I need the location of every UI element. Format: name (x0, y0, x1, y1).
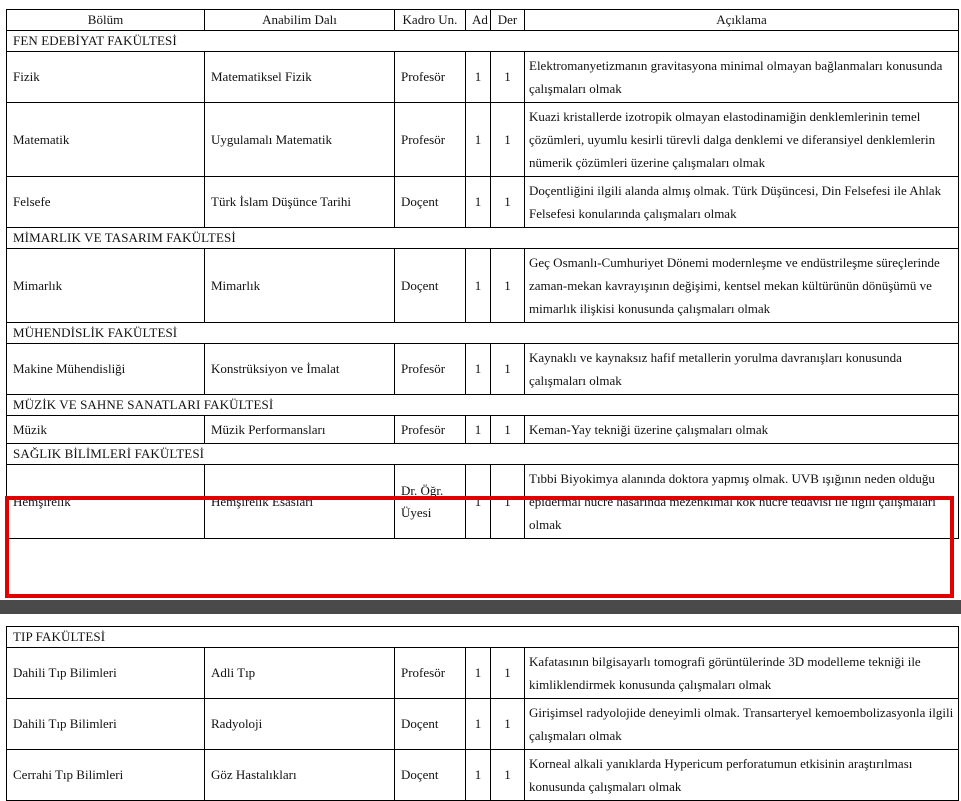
ad-cell: 1 (466, 344, 491, 395)
faculty-name: MÜZİK VE SAHNE SANATLARI FAKÜLTESİ (7, 395, 959, 416)
ad-cell: 1 (466, 416, 491, 444)
kadro-cell: Doçent (395, 750, 466, 801)
table-row (7, 750, 959, 801)
table-row (7, 416, 959, 444)
table-row (7, 344, 959, 395)
anabilim-cell: Mimarlık (205, 249, 395, 323)
faculty-row (7, 323, 959, 344)
header-aciklama: Açıklama (525, 10, 959, 31)
bolum-cell: Müzik (7, 416, 205, 444)
kadro-cell: Profesör (395, 416, 466, 444)
table-row (7, 177, 959, 228)
aciklama-cell: Korneal alkali yanıklarda Hypericum perforatumun etkisinin araştırılması konusunda çalışmaları olmak (525, 750, 959, 801)
faculty-row (7, 395, 959, 416)
der-cell: 1 (491, 699, 525, 750)
faculty-name: MİMARLIK VE TASARIM FAKÜLTESİ (7, 228, 959, 249)
faculty-row (7, 31, 959, 52)
bolum-cell: Makine Mühendisliği (7, 344, 205, 395)
der-cell: 1 (491, 648, 525, 699)
header-der: Der (491, 10, 525, 31)
table-row (7, 103, 959, 177)
der-cell: 1 (491, 249, 525, 323)
kadro-cell: Profesör (395, 344, 466, 395)
aciklama-cell: Doçentliğini ilgili alanda almış olmak. Türk Düşüncesi, Din Felsefesi ile Ahlak Felsefesi konularında çalışmaları olmak (525, 177, 959, 228)
aciklama-cell: Kaynaklı ve kaynaksız hafif metallerin yorulma davranışları konusunda çalışmaları olmak (525, 344, 959, 395)
aciklama-cell: Kafatasının bilgisayarlı tomografi görüntülerinde 3D modelleme tekniği ile kimliklendirmek konusunda çalışmaları olmak (525, 648, 959, 699)
anabilim-cell: Adli Tıp (205, 648, 395, 699)
der-cell: 1 (491, 52, 525, 103)
der-cell: 1 (491, 177, 525, 228)
ad-cell: 1 (466, 465, 491, 539)
anabilim-cell: Türk İslam Düşünce Tarihi (205, 177, 395, 228)
aciklama-cell: Geç Osmanlı-Cumhuriyet Dönemi modernleşme ve endüstrileşme süreçlerinde zaman-mekan kavrayışının değişimi, kentsel mekan kültürünün dönüşümü ve mimarlık ilişkisi konusunda çalışmaları olmak (525, 249, 959, 323)
kadro-cell: Doçent (395, 177, 466, 228)
table-header-row (7, 10, 959, 31)
ad-cell: 1 (466, 249, 491, 323)
anabilim-cell: Göz Hastalıkları (205, 750, 395, 801)
ad-cell: 1 (466, 52, 491, 103)
bolum-cell: Dahili Tıp Bilimleri (7, 648, 205, 699)
ad-cell: 1 (466, 750, 491, 801)
kadro-cell: Profesör (395, 648, 466, 699)
table-row (7, 249, 959, 323)
faculty-row (7, 627, 959, 648)
faculty-name: SAĞLIK BİLİMLERİ FAKÜLTESİ (7, 444, 959, 465)
header-ad: Ad (466, 10, 491, 31)
page-break-space (0, 614, 961, 626)
kadro-cell: Dr. Öğr. Üyesi (395, 465, 466, 539)
position-table-top (6, 9, 959, 539)
header-bolum: Bölüm (7, 10, 205, 31)
faculty-name: FEN EDEBİYAT FAKÜLTESİ (7, 31, 959, 52)
aciklama-cell: Tıbbi Biyokimya alanında doktora yapmış olmak. UVB ışığının neden olduğu epidermal hücre hasarında mezenkimal kök hücre tedavisi ile ilgili çalışmaları olmak (525, 465, 959, 539)
anabilim-cell: Hemşirelik Esasları (205, 465, 395, 539)
bolum-cell: Fizik (7, 52, 205, 103)
position-table-bottom (6, 626, 959, 801)
ad-cell: 1 (466, 648, 491, 699)
der-cell: 1 (491, 416, 525, 444)
bolum-cell: Cerrahi Tıp Bilimleri (7, 750, 205, 801)
anabilim-cell: Müzik Performansları (205, 416, 395, 444)
bolum-cell: Matematik (7, 103, 205, 177)
kadro-cell: Profesör (395, 52, 466, 103)
faculty-name: MÜHENDİSLİK FAKÜLTESİ (7, 323, 959, 344)
anabilim-cell: Matematiksel Fizik (205, 52, 395, 103)
aciklama-cell: Elektromanyetizmanın gravitasyona minimal olmayan bağlanmaları konusunda çalışmaları olmak (525, 52, 959, 103)
anabilim-cell: Uygulamalı Matematik (205, 103, 395, 177)
anabilim-cell: Konstrüksiyon ve İmalat (205, 344, 395, 395)
der-cell: 1 (491, 103, 525, 177)
bolum-cell: Felsefe (7, 177, 205, 228)
header-anabilim: Anabilim Dalı (205, 10, 395, 31)
ad-cell: 1 (466, 699, 491, 750)
der-cell: 1 (491, 750, 525, 801)
page-break-bar (0, 600, 961, 614)
aciklama-cell: Keman-Yay tekniği üzerine çalışmaları olmak (525, 416, 959, 444)
bolum-cell: Hemşirelik (7, 465, 205, 539)
kadro-cell: Doçent (395, 699, 466, 750)
aciklama-cell: Kuazi kristallerde izotropik olmayan elastodinamiğin denklemlerinin temel çözümleri, uyumlu kesirli türevli dalga denklemi ve diferansiyel denklemlerin nümerik çözümleri üzerine çalışmaları olmak (525, 103, 959, 177)
aciklama-cell: Girişimsel radyolojide deneyimli olmak. Transarteryel kemoembolizasyonla ilgili çalışmaları olmak (525, 699, 959, 750)
header-kadro: Kadro Un. (395, 10, 466, 31)
bolum-cell: Dahili Tıp Bilimleri (7, 699, 205, 750)
kadro-cell: Profesör (395, 103, 466, 177)
faculty-row (7, 444, 959, 465)
table-row (7, 465, 959, 539)
kadro-cell: Doçent (395, 249, 466, 323)
der-cell: 1 (491, 465, 525, 539)
faculty-name: TIP FAKÜLTESİ (7, 627, 959, 648)
table-row (7, 648, 959, 699)
ad-cell: 1 (466, 103, 491, 177)
bolum-cell: Mimarlık (7, 249, 205, 323)
der-cell: 1 (491, 344, 525, 395)
table-row (7, 699, 959, 750)
table-row (7, 52, 959, 103)
faculty-row (7, 228, 959, 249)
anabilim-cell: Radyoloji (205, 699, 395, 750)
ad-cell: 1 (466, 177, 491, 228)
